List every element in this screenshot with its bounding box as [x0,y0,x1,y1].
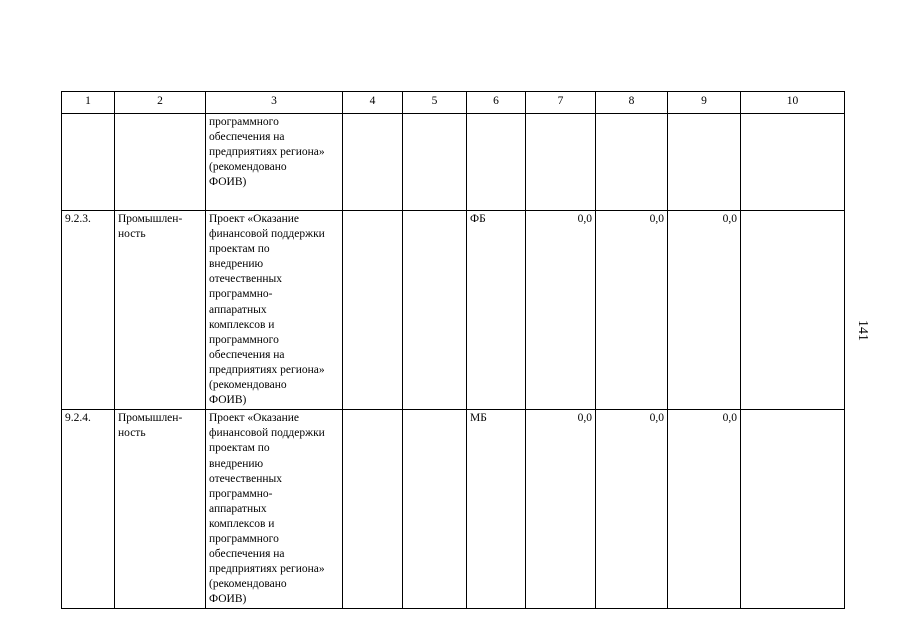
budget-source-cell: ФБ [467,211,526,410]
row-number-cell: 9.2.4. [62,410,115,609]
header-cell: 9 [668,92,741,114]
header-cell: 5 [403,92,467,114]
value-cell: 0,0 [596,211,668,410]
data-table [61,91,845,609]
table-row [62,114,845,211]
col4-cell [343,410,403,609]
value-cell: 0,0 [668,410,741,609]
header-cell: 8 [596,92,668,114]
col10-cell [741,114,845,211]
table-row [62,410,845,609]
sector-cell: Промышлен- ность [115,410,206,609]
row-number-cell: 9.2.3. [62,211,115,410]
table-row [62,211,845,410]
description-cell: программного обеспечения на предприятиях региона» (рекомендовано ФОИВ) [206,114,343,211]
col5-cell [403,114,467,211]
value-cell [668,114,741,211]
description-cell: Проект «Оказание финансовой поддержки проектам по внедрению отечественных программно- аппаратных комплексов и программного обеспечения на предприятиях региона» (рекомендовано ФОИВ) [206,211,343,410]
row-number-cell [62,114,115,211]
page-number: 141 [855,320,870,341]
header-row [62,92,845,114]
value-cell [526,114,596,211]
col4-cell [343,211,403,410]
col5-cell [403,211,467,410]
col4-cell [343,114,403,211]
col10-cell [741,410,845,609]
header-cell: 3 [206,92,343,114]
col10-cell [741,211,845,410]
header-cell: 1 [62,92,115,114]
header-cell: 4 [343,92,403,114]
sector-cell: Промышлен- ность [115,211,206,410]
header-cell: 2 [115,92,206,114]
header-cell: 6 [467,92,526,114]
header-cell: 7 [526,92,596,114]
value-cell [596,114,668,211]
header-cell: 10 [741,92,845,114]
budget-source-cell [467,114,526,211]
value-cell: 0,0 [526,211,596,410]
value-cell: 0,0 [668,211,741,410]
sector-cell [115,114,206,211]
description-cell: Проект «Оказание финансовой поддержки проектам по внедрению отечественных программно- аппаратных комплексов и программного обеспечения на предприятиях региона» (рекомендовано ФОИВ) [206,410,343,609]
col5-cell [403,410,467,609]
value-cell: 0,0 [526,410,596,609]
budget-source-cell: МБ [467,410,526,609]
value-cell: 0,0 [596,410,668,609]
